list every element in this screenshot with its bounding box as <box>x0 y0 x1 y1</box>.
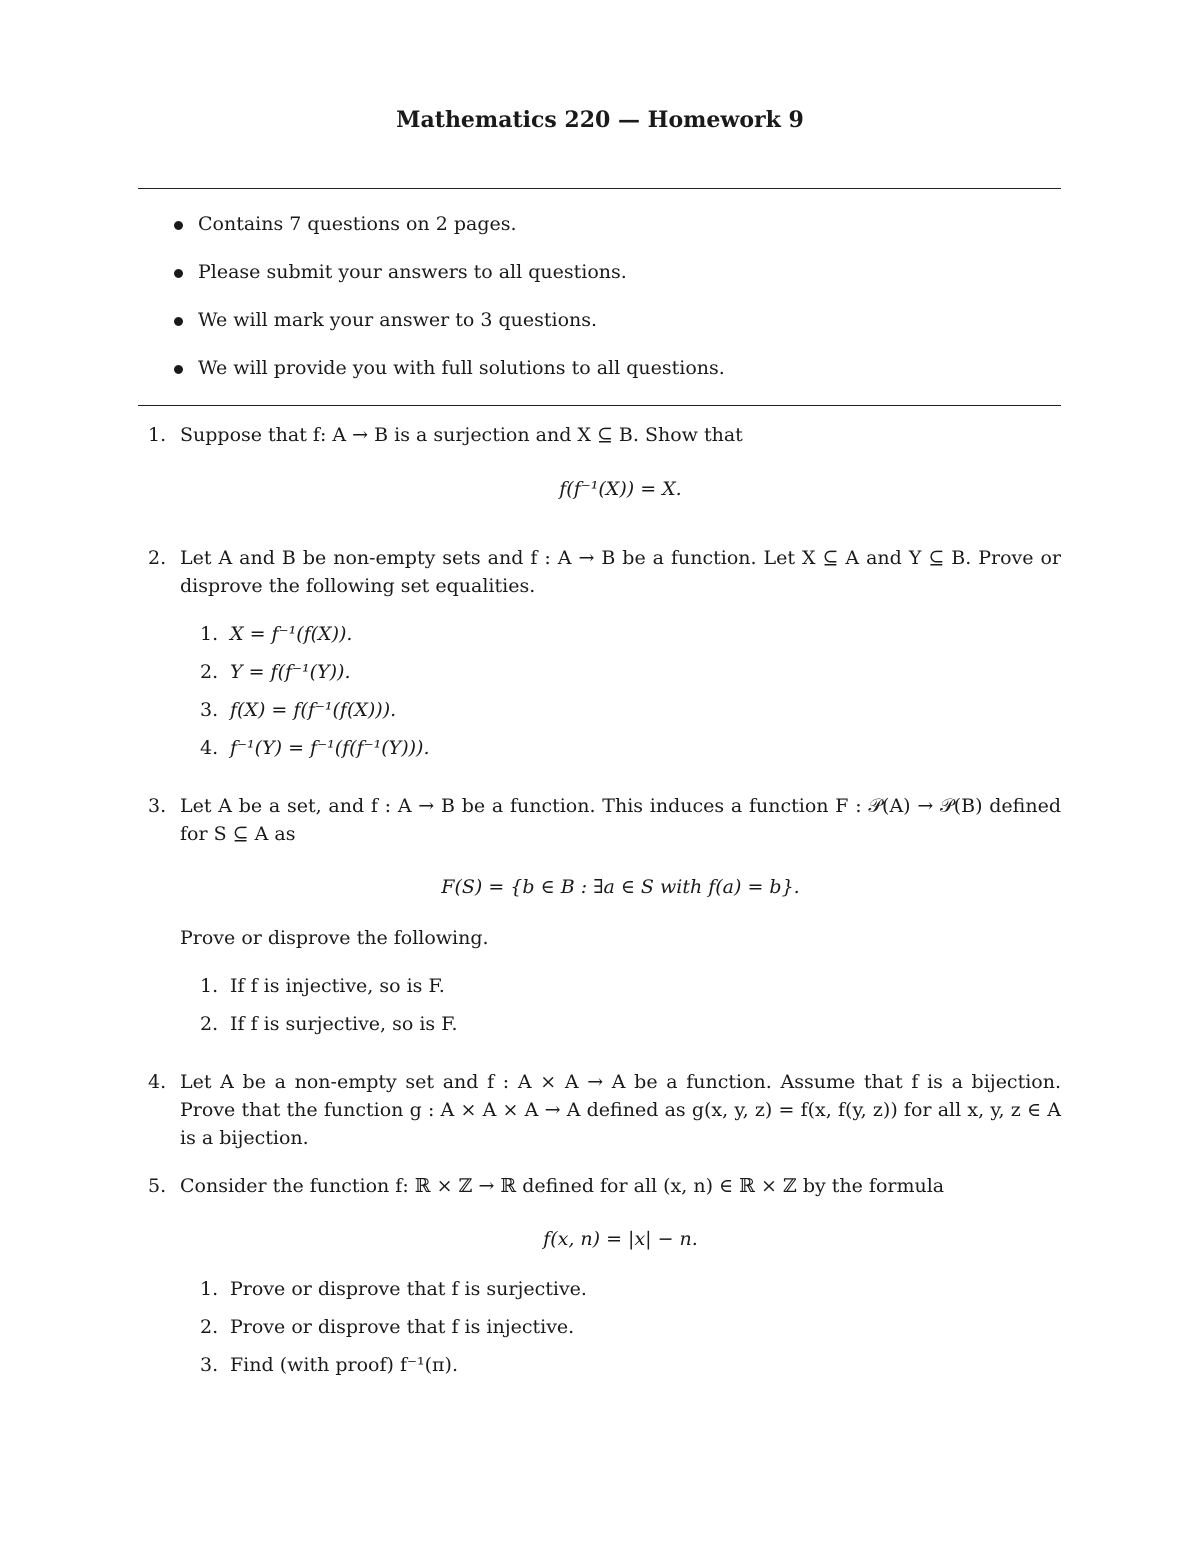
page-title: Mathematics 220 — Homework 9 <box>396 107 804 133</box>
question-2 <box>148 544 1061 772</box>
question-text: Let A be a set, and f : A → B be a function. This induces a function F : 𝒫(A) → 𝒫(B) defined for S ⊆ A as <box>180 795 1061 845</box>
question-followup: Prove or disprove the following. <box>180 927 489 949</box>
info-item: Please submit your answers to all questions. <box>168 258 725 306</box>
display-equation: f(f⁻¹(X)) = X. <box>559 478 682 500</box>
bullet-icon <box>174 365 183 374</box>
question-5 <box>148 1172 1061 1389</box>
sub-list <box>200 620 1061 772</box>
bullet-icon <box>174 317 183 326</box>
info-item: We will provide you with full solutions to all questions. <box>168 354 725 402</box>
list-item: 1. Prove or disprove that f is surjective. <box>200 1278 587 1300</box>
display-equation: F(S) = {b ∈ B : ∃a ∈ S with f(a) = b}. <box>441 876 800 898</box>
list-item: 3. Find (with proof) f⁻¹(π). <box>200 1354 458 1376</box>
bullet-icon <box>174 269 183 278</box>
list-item: 4. f⁻¹(Y) = f⁻¹(f(f⁻¹(Y))). <box>200 737 430 759</box>
info-item: Contains 7 questions on 2 pages. <box>168 210 725 258</box>
question-4 <box>148 1068 1061 1152</box>
top-divider <box>138 188 1061 189</box>
question-text: Let A and B be non-empty sets and f : A → B be a function. Let X ⊆ A and Y ⊆ B. Prove or disprove the following set equalities. <box>180 547 1061 597</box>
question-text: Consider the function f: ℝ × ℤ → ℝ defined for all (x, n) ∈ ℝ × ℤ by the formula <box>180 1175 945 1197</box>
list-item: 2. Y = f(f⁻¹(Y)). <box>200 661 351 683</box>
info-list <box>168 210 725 402</box>
list-item: 2. If f is surjective, so is F. <box>200 1013 458 1035</box>
question-number: 5. <box>148 1175 167 1197</box>
question-text: Suppose that f: A → B is a surjection and X ⊆ B. Show that <box>180 424 743 446</box>
bottom-divider <box>138 405 1061 406</box>
list-item: 3. f(X) = f(f⁻¹(f(X))). <box>200 699 397 721</box>
question-text: Let A be a non-empty set and f : A × A → A be a function. Assume that f is a bijection. Prove that the function g : A × A × A → A defined as g(x, y, z) = f(x, f(y, z)) for all x, y, z ∈ A is a bijection. <box>180 1071 1061 1149</box>
question-number: 3. <box>148 795 167 817</box>
list-item: 2. Prove or disprove that f is injective. <box>200 1316 575 1338</box>
display-equation: f(x, n) = |x| − n. <box>543 1228 698 1250</box>
question-3 <box>148 792 1061 1048</box>
list-item: 1. If f is injective, so is F. <box>200 975 445 997</box>
list-item: 1. X = f⁻¹(f(X)). <box>200 623 353 645</box>
info-item: We will mark your answer to 3 questions. <box>168 306 725 354</box>
question-number: 1. <box>148 424 167 446</box>
question-number: 4. <box>148 1071 167 1093</box>
question-1 <box>148 421 1061 503</box>
sub-list <box>200 1275 1061 1389</box>
question-number: 2. <box>148 547 167 569</box>
sub-list <box>200 972 1061 1048</box>
bullet-icon <box>174 221 183 230</box>
